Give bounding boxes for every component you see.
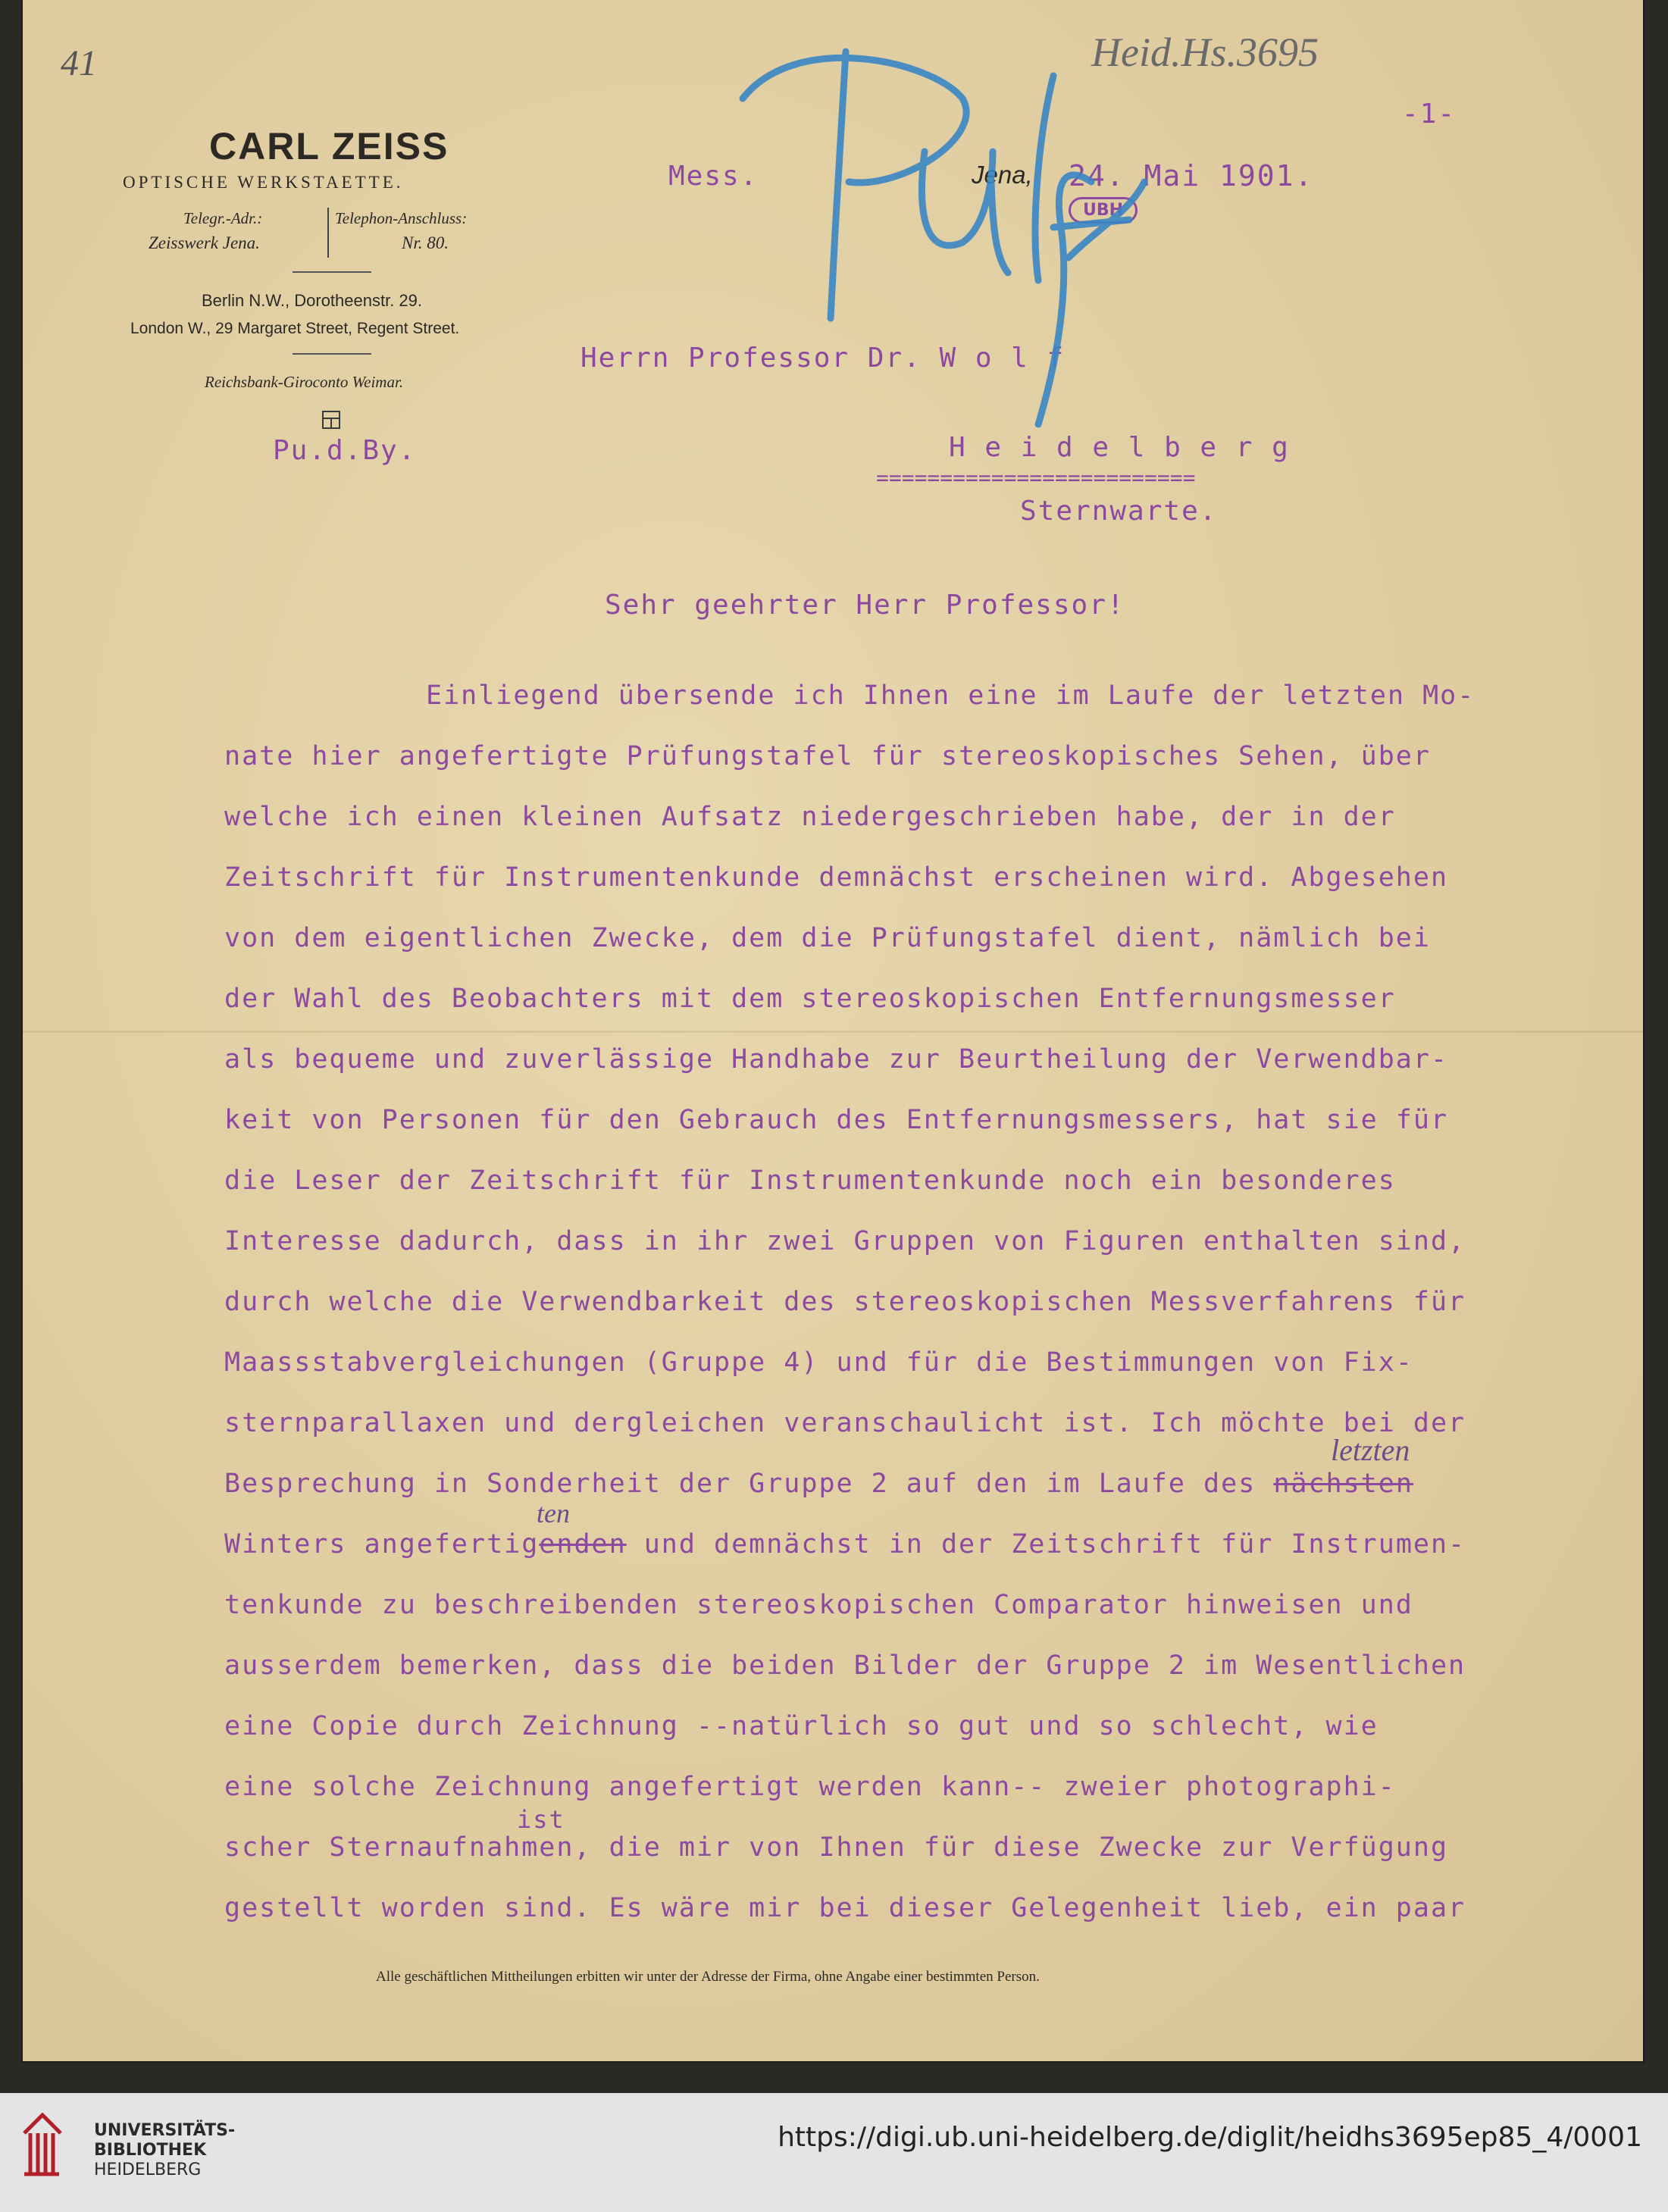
body-line: eine solche Zeichnung angefertigt werden kann-- zweier photographi- bbox=[224, 1772, 1396, 1802]
place: Jena, bbox=[972, 161, 1033, 189]
body-line-text: Besprechung in Sonderheit der Gruppe 2 auf den im Laufe des bbox=[224, 1469, 1256, 1499]
body-line-text: und demnächst in der Zeitschrift für Instrumen- bbox=[626, 1529, 1466, 1560]
department: Mess. bbox=[668, 161, 759, 192]
body-line: Einliegend übersende ich Ihnen eine im Laufe der letzten Mo- bbox=[426, 680, 1476, 711]
city: H e i d e l b e r g bbox=[949, 432, 1290, 463]
company-name: CARL ZEISS bbox=[209, 125, 449, 167]
body-line: gestellt worden sind. Es wäre mir bei dieser Gelegenheit lieb, ein paar bbox=[224, 1893, 1466, 1923]
library-logo-icon bbox=[20, 2103, 64, 2179]
body-line: sternparallaxen und dergleichen veranschaulicht ist. Ich möchte bei der bbox=[224, 1408, 1466, 1438]
folio-number: 41 bbox=[61, 43, 97, 83]
library-stamp: UBH bbox=[1069, 197, 1138, 224]
struck-word: nächsten bbox=[1273, 1469, 1413, 1499]
body-line: als bequeme und zuverlässige Handhabe zur Beurtheilung der Verwendbar- bbox=[224, 1044, 1449, 1075]
body-line: welche ich einen kleinen Aufsatz niedergeschrieben habe, der in der bbox=[224, 802, 1396, 832]
body-line bbox=[224, 1529, 1466, 1560]
telephon-label: Telephon-Anschluss: bbox=[335, 209, 468, 227]
paper-fold bbox=[23, 1031, 1643, 1033]
date: 24. Mai 1901. bbox=[1069, 159, 1314, 192]
permalink-url[interactable]: https://digi.ub.uni-heidelberg.de/diglit/heidhs3695ep85_4/0001 bbox=[778, 2122, 1642, 2153]
telegr-label: Telegr.-Adr.: bbox=[183, 209, 263, 227]
footer-note: Alle geschäftlichen Mittheilungen erbitten wir unter der Adresse der Firma, ohne Angabe einer bestimmten Person. bbox=[376, 1969, 1040, 1985]
company-subtitle: OPTISCHE WERKSTAETTE. bbox=[123, 173, 404, 192]
body-line: keit von Personen für den Gebrauch des Entfernungsmessers, hat sie für bbox=[224, 1105, 1449, 1135]
addressee: Herrn Professor Dr. W o l f bbox=[581, 343, 1066, 374]
letter-page bbox=[23, 0, 1643, 2061]
body-line: Interesse dadurch, dass in ihr zwei Gruppen von Figuren enthalten sind, bbox=[224, 1226, 1466, 1256]
typed-insert: ist bbox=[517, 1805, 565, 1834]
body-line: eine Copie durch Zeichnung --natürlich so gut und so schlecht, wie bbox=[224, 1711, 1379, 1741]
library-name-line3: HEIDELBERG bbox=[94, 2160, 202, 2179]
shelfmark: Heid.Hs.3695 bbox=[1091, 30, 1319, 75]
body-line: scher Sternaufnahmen, die mir von Ihnen für diese Zwecke zur Verfügung bbox=[224, 1832, 1449, 1863]
reference-code: Pu.d.By. bbox=[273, 435, 417, 466]
page-number: -1- bbox=[1402, 99, 1457, 130]
telephon-value: Nr. 80. bbox=[402, 233, 449, 252]
trademark-icon bbox=[321, 409, 342, 430]
annotation-text: Pulf bbox=[735, 19, 765, 33]
body-line: Maassstabvergleichungen (Gruppe 4) und für die Bestimmungen von Fix- bbox=[224, 1347, 1413, 1378]
handwritten-insert: letzten bbox=[1331, 1433, 1410, 1467]
body-line: die Leser der Zeitschrift für Instrumentenkunde noch ein besonderes bbox=[224, 1165, 1396, 1196]
telegr-value: Zeisswerk Jena. bbox=[149, 233, 260, 252]
body-line: tenkunde zu beschreibenden stereoskopischen Comparator hinweisen und bbox=[224, 1590, 1413, 1620]
body-line: nate hier angefertigte Prüfungstafel für stereoskopisches Sehen, über bbox=[224, 741, 1431, 771]
body-line: durch welche die Verwendbarkeit des stereoskopischen Messverfahrens für bbox=[224, 1287, 1466, 1317]
body-line-text: Winters angefertig bbox=[224, 1529, 540, 1560]
body-line bbox=[224, 1469, 1413, 1499]
letterhead-divider bbox=[327, 208, 329, 258]
handwritten-insert: ten bbox=[537, 1498, 570, 1528]
rule bbox=[293, 353, 371, 355]
bank-info: Reichsbank-Giroconto Weimar. bbox=[205, 373, 404, 391]
body-line: von dem eigentlichen Zwecke, dem die Prüfungstafel dient, nämlich bei bbox=[224, 923, 1431, 953]
london-address: London W., 29 Margaret Street, Regent Street. bbox=[130, 320, 460, 337]
body-line: Zeitschrift für Instrumentenkunde demnächst erscheinen wird. Abgesehen bbox=[224, 862, 1449, 893]
body-line: ausserdem bemerken, dass die beiden Bilder der Gruppe 2 im Wesentlichen bbox=[224, 1650, 1466, 1681]
blue-crayon-annotation bbox=[735, 19, 1159, 455]
rule bbox=[293, 271, 371, 273]
library-name-line2: BIBLIOTHEK bbox=[94, 2141, 207, 2160]
observatory: Sternwarte. bbox=[1020, 496, 1218, 527]
struck-word: enden bbox=[539, 1529, 627, 1560]
city-underline: ========================= bbox=[876, 465, 1196, 490]
library-name-line1: UNIVERSITÄTS- bbox=[94, 2121, 236, 2140]
salutation: Sehr geehrter Herr Professor! bbox=[605, 590, 1125, 621]
berlin-address: Berlin N.W., Dorotheenstr. 29. bbox=[202, 291, 423, 310]
body-line: der Wahl des Beobachters mit dem stereoskopischen Entfernungsmesser bbox=[224, 984, 1396, 1014]
